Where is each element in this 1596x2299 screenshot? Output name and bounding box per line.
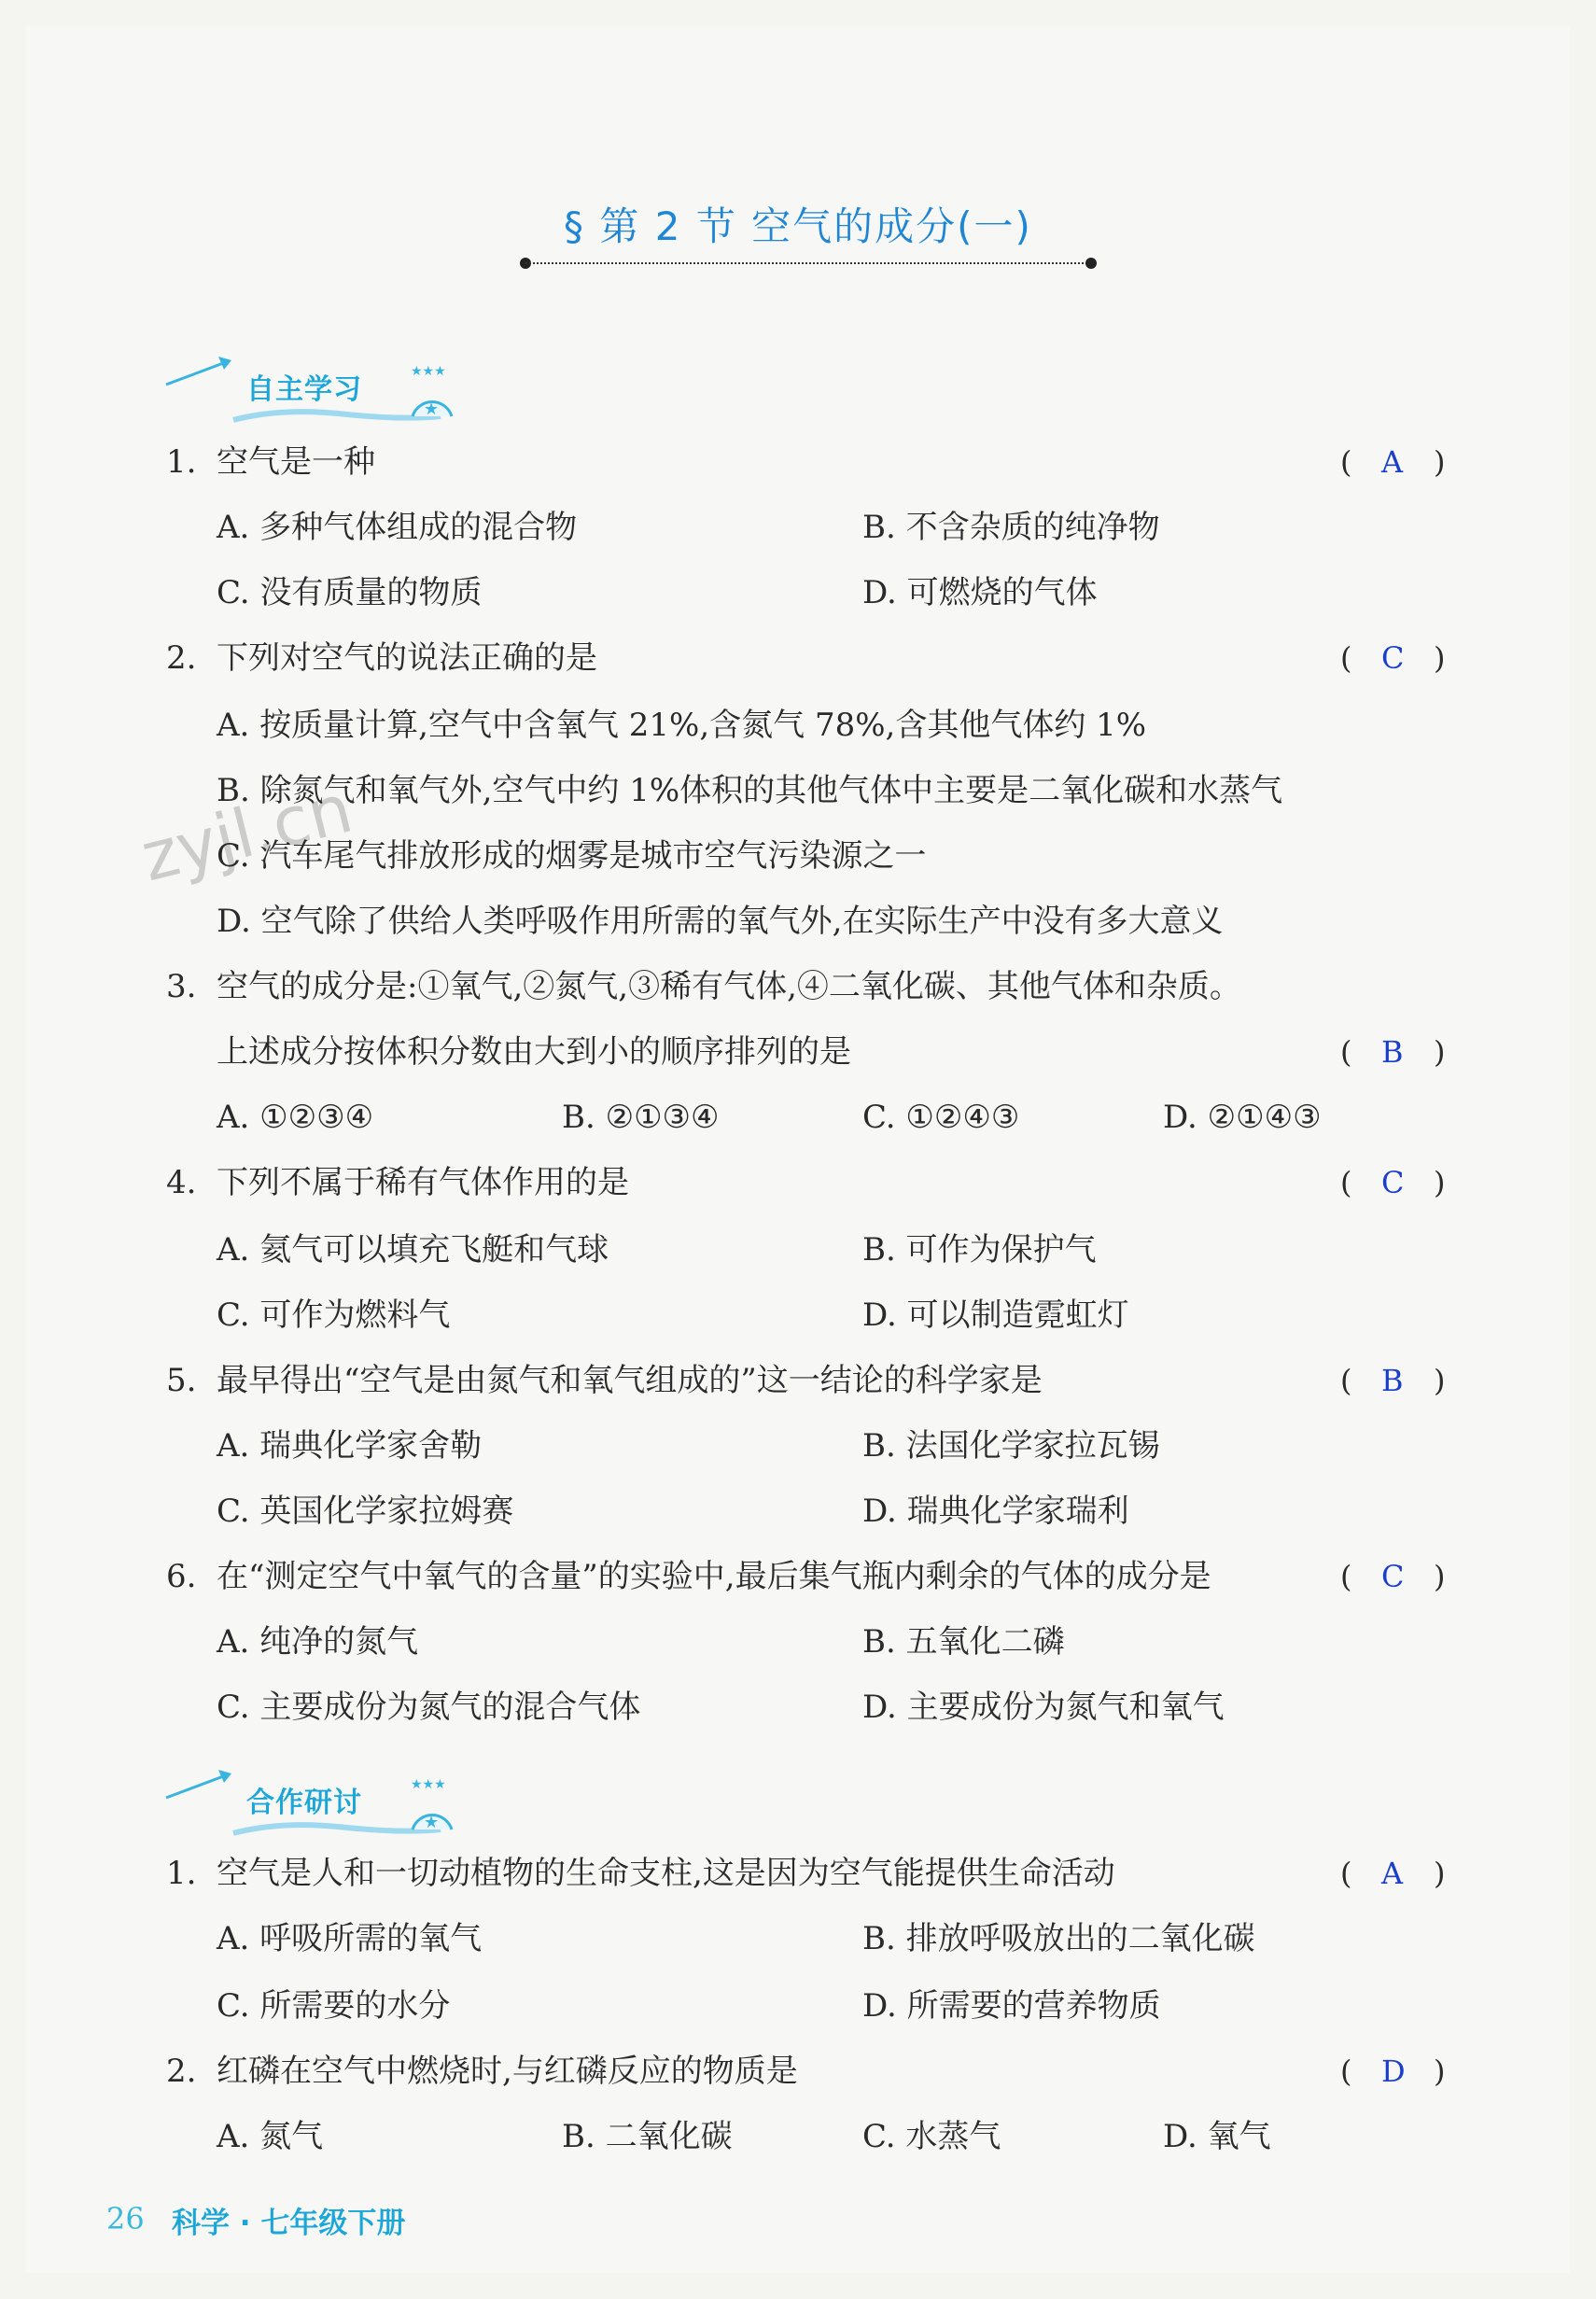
option-a: A. 呼吸所需的氧气	[217, 1920, 483, 1957]
option-c: C. 可作为燃料气	[217, 1297, 451, 1334]
option-a: A. 氮气	[217, 2118, 324, 2155]
rule-dot-right	[1085, 258, 1097, 269]
section-badge-cooperative	[161, 1762, 459, 1837]
option-c: C. 主要成份为氮气的混合气体	[217, 1689, 641, 1726]
option-a: A. 瑞典化学家舍勒	[217, 1427, 483, 1465]
book-title: 科学 · 七年级下册	[172, 2207, 406, 2240]
option-d: D. 空气除了供给人类呼吸作用所需的氧气外,在实际生产中没有多大意义	[217, 903, 1224, 940]
option-a: A. ①②③④	[217, 1099, 374, 1136]
option-b: B. 二氧化碳	[562, 2118, 733, 2155]
question-2-1: 1. 空气是人和一切动植物的生命支柱,这是因为空气能提供生命活动	[166, 1855, 1115, 1892]
question-2-2: 2. 红磷在空气中燃烧时,与红磷反应的物质是	[166, 2053, 798, 2090]
option-a: A. 纯净的氮气	[217, 1623, 419, 1661]
page-number: 26	[106, 2201, 145, 2236]
option-c: C. 没有质量的物质	[217, 574, 483, 611]
watermark: zyjl.cn	[133, 768, 360, 897]
question-4: 4. 下列不属于稀有气体作用的是	[166, 1164, 629, 1201]
page-title: § 第 2 节 空气的成分(一)	[564, 203, 1032, 249]
title-rule	[525, 262, 1091, 264]
option-c: C. 英国化学家拉姆赛	[217, 1493, 514, 1530]
option-d: D. 主要成份为氮气和氧气	[862, 1689, 1225, 1726]
option-b: B. 不含杂质的纯净物	[862, 509, 1160, 546]
option-c: C. ①②④③	[862, 1099, 1020, 1136]
option-d: D. 可以制造霓虹灯	[862, 1297, 1129, 1334]
option-c: C. 所需要的水分	[217, 1987, 451, 2025]
option-d: D. ②①④③	[1163, 1099, 1322, 1136]
option-b: B. 法国化学家拉瓦锡	[862, 1427, 1160, 1465]
option-d: D. 氧气	[1163, 2118, 1271, 2155]
section-badge-self-study	[161, 349, 459, 424]
question-2: 2. 下列对空气的说法正确的是	[166, 639, 597, 677]
option-a: A. 按质量计算,空气中含氧气 21%,含氮气 78%,含其他气体约 1%	[217, 707, 1147, 744]
svg-text:★★★: ★★★	[411, 1777, 446, 1792]
option-b: B. ②①③④	[562, 1099, 720, 1136]
option-c: C. 水蒸气	[862, 2118, 1001, 2155]
question-3-stem-line2: 上述成分按体积分数由大到小的顺序排列的是	[217, 1033, 851, 1071]
option-d: D. 瑞典化学家瑞利	[862, 1493, 1129, 1530]
question-5: 5. 最早得出“空气是由氮气和氧气组成的”这一结论的科学家是	[166, 1362, 1043, 1399]
option-c: C. 汽车尾气排放形成的烟雾是城市空气污染源之一	[217, 837, 927, 875]
question-6: 6. 在“测定空气中氧气的含量”的实验中,最后集气瓶内剩余的气体的成分是	[166, 1558, 1211, 1595]
option-a: A. 多种气体组成的混合物	[217, 509, 578, 546]
svg-text:★★★: ★★★	[411, 364, 446, 379]
badge-label: 合作研讨	[246, 1787, 362, 1819]
option-d: D. 可燃烧的气体	[862, 574, 1098, 611]
option-b: B. 可作为保护气	[862, 1231, 1097, 1269]
option-b: B. 排放呼吸放出的二氧化碳	[862, 1920, 1255, 1957]
option-a: A. 氦气可以填充飞艇和气球	[217, 1231, 609, 1269]
badge-label: 自主学习	[246, 373, 362, 406]
option-d: D. 所需要的营养物质	[862, 1987, 1161, 2025]
option-b: B. 除氮气和氧气外,空气中约 1%体积的其他气体中主要是二氧化碳和水蒸气	[217, 772, 1283, 809]
svg-text:★: ★	[424, 1813, 440, 1832]
option-b: B. 五氧化二磷	[862, 1623, 1065, 1661]
question-3: 3. 空气的成分是:①氧气,②氮气,③稀有气体,④二氧化碳、其他气体和杂质。	[166, 968, 1241, 1005]
svg-text:★: ★	[424, 400, 440, 419]
question-1: 1. 空气是一种	[166, 443, 375, 481]
